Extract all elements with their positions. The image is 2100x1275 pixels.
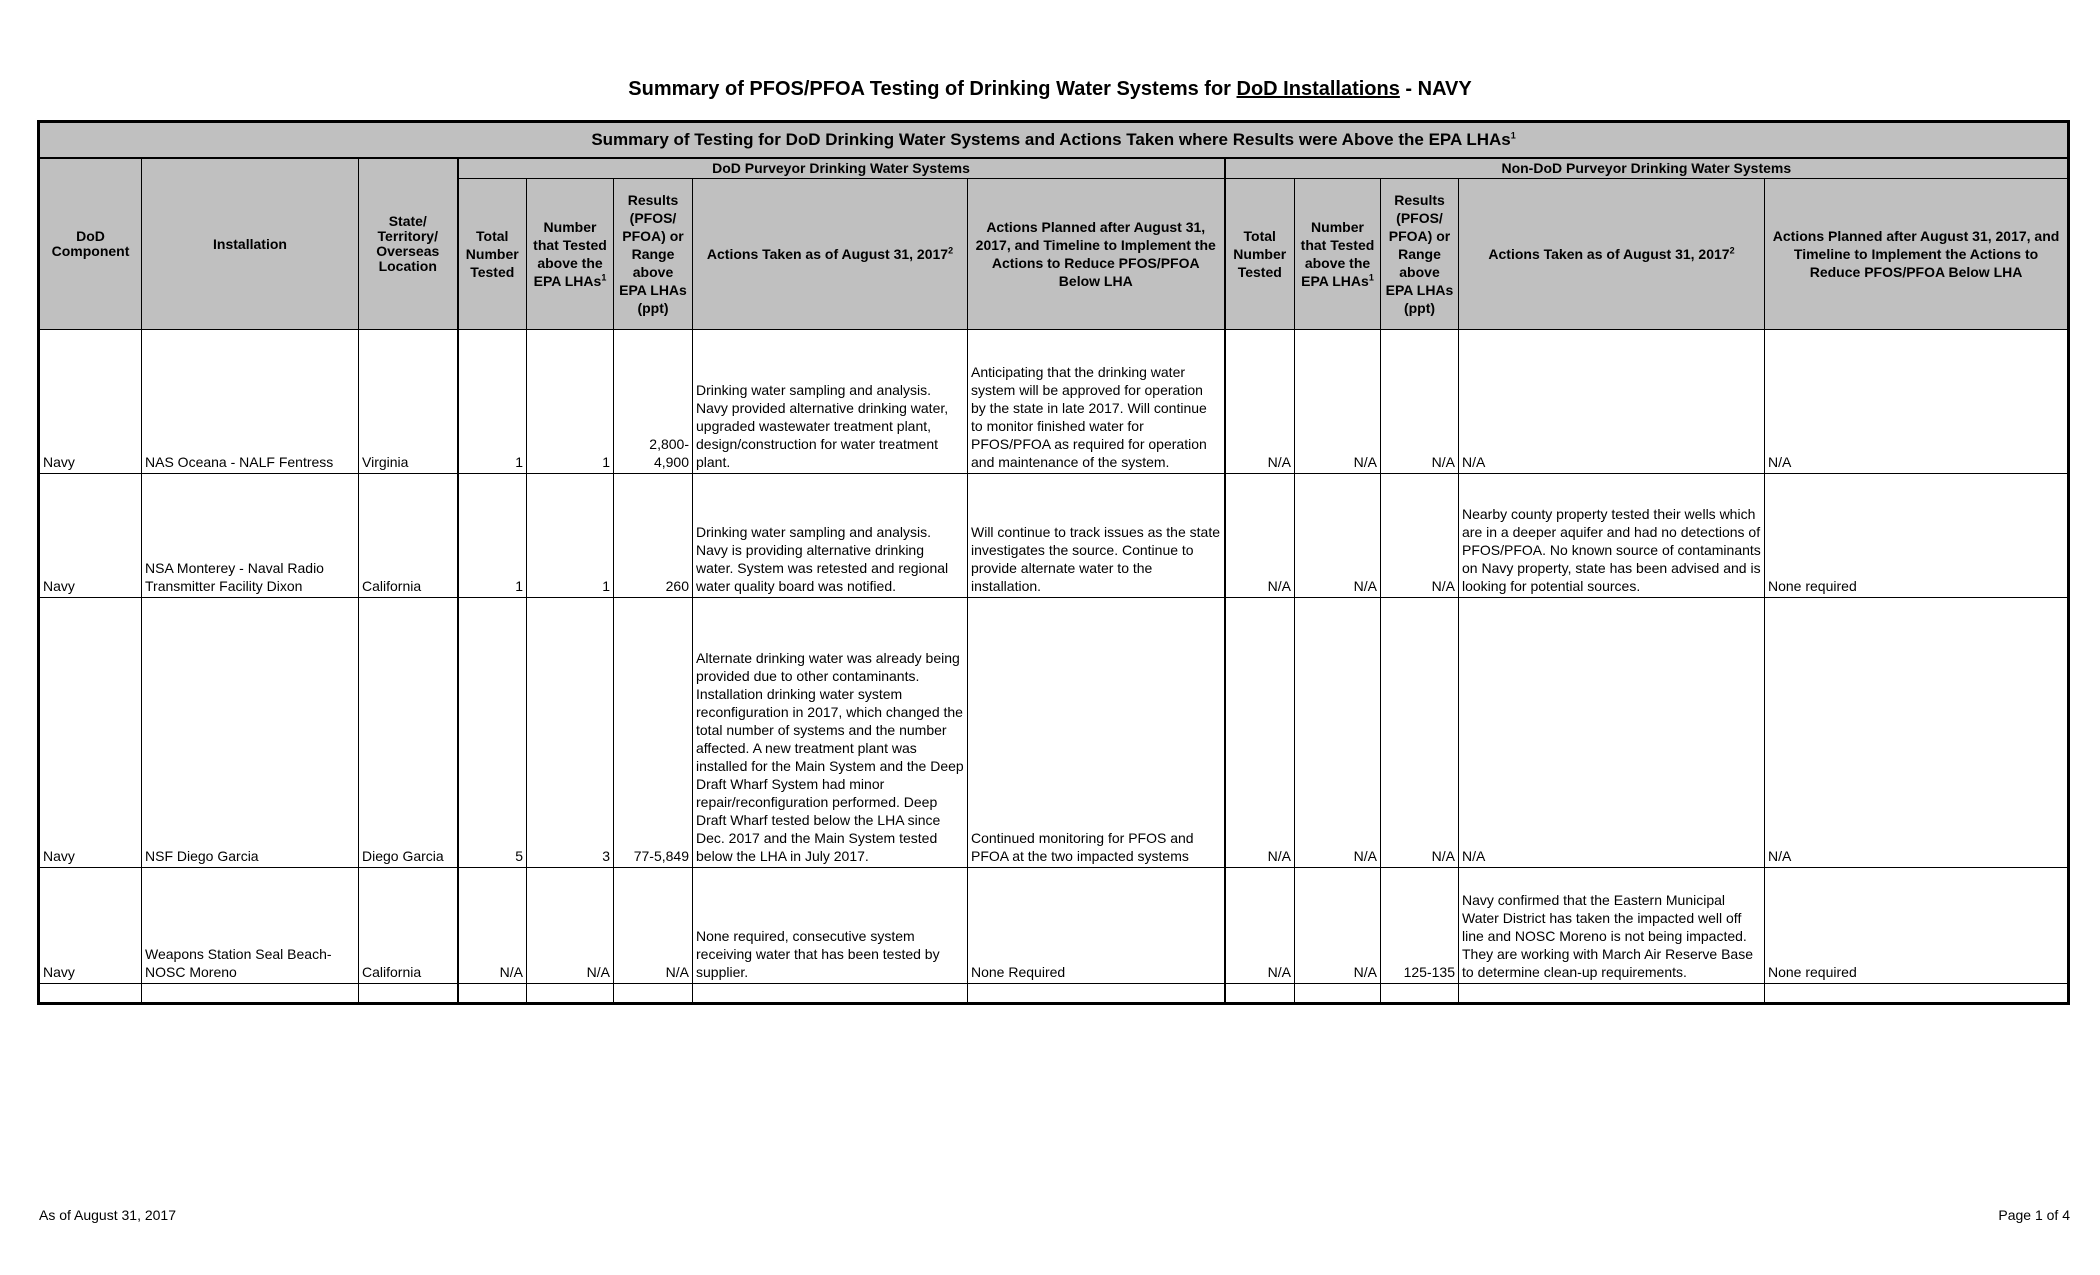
cell-number-above: N/A	[527, 868, 614, 984]
cell-installation: NSA Monterey - Naval Radio Transmitter Facility Dixon	[142, 474, 359, 598]
title-suffix: - NAVY	[1399, 78, 1472, 100]
cell-results: N/A	[614, 868, 693, 984]
cell-total: 1	[458, 474, 527, 598]
empty-cell	[1381, 984, 1459, 1004]
cell-nd-actions-planned: None required	[1765, 868, 2069, 984]
title-underlined: DoD Installations	[1236, 78, 1400, 100]
cell-nd-results: 125-135	[1381, 868, 1459, 984]
header-number-above	[527, 179, 614, 330]
cell-nd-total: N/A	[1225, 598, 1295, 868]
empty-cell	[359, 984, 458, 1004]
cell-total: 1	[458, 330, 527, 474]
cell-installation: Weapons Station Seal Beach- NOSC Moreno	[142, 868, 359, 984]
cell-actions-taken: Drinking water sampling and analysis. Navy provided alternative drinking water, upgraded wastewater treatment plant, design/construction for water treatment plant.	[693, 330, 968, 474]
cell-actions-planned: Will continue to track issues as the state investigates the source. Continue to provide alternate water to the installation.	[968, 474, 1225, 598]
cell-number-above: 1	[527, 474, 614, 598]
header-nd-actions-taken-text: Actions Taken as of August 31, 2017	[1488, 246, 1730, 262]
cell-component: Navy	[39, 330, 142, 474]
cell-component: Navy	[39, 474, 142, 598]
cell-nd-results: N/A	[1381, 474, 1459, 598]
empty-cell	[39, 984, 142, 1004]
header-nd-number-above-footnote: 1	[1368, 272, 1374, 283]
empty-cell	[693, 984, 968, 1004]
empty-cell	[968, 984, 1225, 1004]
header-results: Results (PFOS/ PFOA) or Range above EPA LHAs (ppt)	[614, 179, 693, 330]
cell-component: Navy	[39, 868, 142, 984]
cell-actions-planned: None Required	[968, 868, 1225, 984]
cell-total: 5	[458, 598, 527, 868]
cell-state: California	[359, 474, 458, 598]
table-row-empty	[39, 984, 2069, 1004]
cell-component: Navy	[39, 598, 142, 868]
cell-state: California	[359, 868, 458, 984]
cell-actions-planned: Continued monitoring for PFOS and PFOA at the two impacted systems	[968, 598, 1225, 868]
header-nd-total: Total Number Tested	[1225, 179, 1295, 330]
cell-nd-actions-planned: N/A	[1765, 598, 2069, 868]
header-actions-taken	[693, 179, 968, 330]
cell-nd-number-above: N/A	[1295, 598, 1381, 868]
banner-footnote: 1	[1510, 130, 1516, 141]
empty-cell	[142, 984, 359, 1004]
header-number-above-footnote: 1	[601, 272, 607, 283]
table-row	[39, 598, 2069, 868]
header-actions-taken-footnote: 2	[948, 245, 954, 256]
cell-results: 2,800- 4,900	[614, 330, 693, 474]
header-actions-planned: Actions Planned after August 31, 2017, and Timeline to Implement the Actions to Reduce PFOS/PFOA Below LHA	[968, 179, 1225, 330]
cell-nd-number-above: N/A	[1295, 474, 1381, 598]
header-actions-taken-text: Actions Taken as of August 31, 2017	[706, 246, 949, 262]
banner-text: Summary of Testing for DoD Drinking Water Systems and Actions Taken where Results were Above the EPA LHAs	[591, 130, 1511, 149]
cell-nd-number-above: N/A	[1295, 868, 1381, 984]
empty-cell	[1459, 984, 1765, 1004]
group-header-dod: DoD Purveyor Drinking Water Systems	[458, 158, 1225, 179]
cell-actions-taken: Alternate drinking water was already being provided due to other contaminants. Installation drinking water system reconfiguration in 2017, which changed the total number of systems and the number affected. A new treatment plant was installed for the Main System and the Deep Draft Wharf System had minor repair/reconfiguration performed. Deep Draft Wharf tested below the LHA since Dec. 2017 and the Main System tested below the LHA in July 2017.	[693, 598, 968, 868]
cell-installation: NSF Diego Garcia	[142, 598, 359, 868]
cell-nd-actions-taken: N/A	[1459, 598, 1765, 868]
header-nd-number-above	[1295, 179, 1381, 330]
header-component: DoD Component	[39, 158, 142, 330]
header-total: Total Number Tested	[458, 179, 527, 330]
footer-as-of: As of August 31, 2017	[39, 1207, 176, 1223]
cell-state: Diego Garcia	[359, 598, 458, 868]
empty-cell	[1765, 984, 2069, 1004]
cell-nd-actions-taken: Nearby county property tested their wells which are in a deeper aquifer and had no detections of PFOS/PFOA. No known source of contaminants on Navy property, state has been advised and is looking for potential sources.	[1459, 474, 1765, 598]
group-header-nondod: Non-DoD Purveyor Drinking Water Systems	[1225, 158, 2069, 179]
cell-nd-results: N/A	[1381, 598, 1459, 868]
cell-actions-taken: Drinking water sampling and analysis. Navy is providing alternative drinking water. System was retested and regional water quality board was notified.	[693, 474, 968, 598]
cell-number-above: 3	[527, 598, 614, 868]
header-nd-number-above-text: Number that Tested above the EPA LHAs	[1300, 219, 1375, 289]
empty-cell	[1295, 984, 1381, 1004]
header-nd-actions-taken-footnote: 2	[1729, 245, 1735, 256]
cell-number-above: 1	[527, 330, 614, 474]
cell-nd-actions-taken: N/A	[1459, 330, 1765, 474]
cell-state: Virginia	[359, 330, 458, 474]
cell-nd-total: N/A	[1225, 474, 1295, 598]
empty-cell	[1225, 984, 1295, 1004]
table-row	[39, 330, 2069, 474]
cell-results: 77-5,849	[614, 598, 693, 868]
header-nd-actions-planned: Actions Planned after August 31, 2017, and Timeline to Implement the Actions to Reduce PFOS/PFOA Below LHA	[1765, 179, 2069, 330]
header-nd-results: Results (PFOS/ PFOA) or Range above EPA LHAs (ppt)	[1381, 179, 1459, 330]
cell-nd-total: N/A	[1225, 868, 1295, 984]
title-prefix: Summary of PFOS/PFOA Testing of Drinking Water Systems for	[628, 78, 1237, 100]
table-banner	[39, 122, 2069, 159]
cell-nd-total: N/A	[1225, 330, 1295, 474]
footer-page-number: Page 1 of 4	[1998, 1207, 2070, 1223]
header-state: State/ Territory/ Overseas Location	[359, 158, 458, 330]
cell-nd-results: N/A	[1381, 330, 1459, 474]
cell-nd-number-above: N/A	[1295, 330, 1381, 474]
header-installation: Installation	[142, 158, 359, 330]
cell-nd-actions-taken: Navy confirmed that the Eastern Municipal Water District has taken the impacted well off line and NOSC Moreno is not being impacted. They are working with March Air Reserve Base to determine clean-up requirements.	[1459, 868, 1765, 984]
table-row	[39, 474, 2069, 598]
header-number-above-text: Number that Tested above the EPA LHAs	[533, 219, 607, 289]
cell-nd-actions-planned: N/A	[1765, 330, 2069, 474]
empty-cell	[458, 984, 527, 1004]
summary-table	[37, 120, 2070, 1005]
cell-actions-taken: None required, consecutive system receiving water that has been tested by supplier.	[693, 868, 968, 984]
table-row	[39, 868, 2069, 984]
page-title	[0, 78, 2100, 101]
header-nd-actions-taken	[1459, 179, 1765, 330]
cell-results: 260	[614, 474, 693, 598]
cell-total: N/A	[458, 868, 527, 984]
empty-cell	[614, 984, 693, 1004]
cell-actions-planned: Anticipating that the drinking water system will be approved for operation by the state in late 2017. Will continue to monitor finished water for PFOS/PFOA as required for operation and maintenance of the system.	[968, 330, 1225, 474]
cell-installation: NAS Oceana - NALF Fentress	[142, 330, 359, 474]
empty-cell	[527, 984, 614, 1004]
cell-nd-actions-planned: None required	[1765, 474, 2069, 598]
